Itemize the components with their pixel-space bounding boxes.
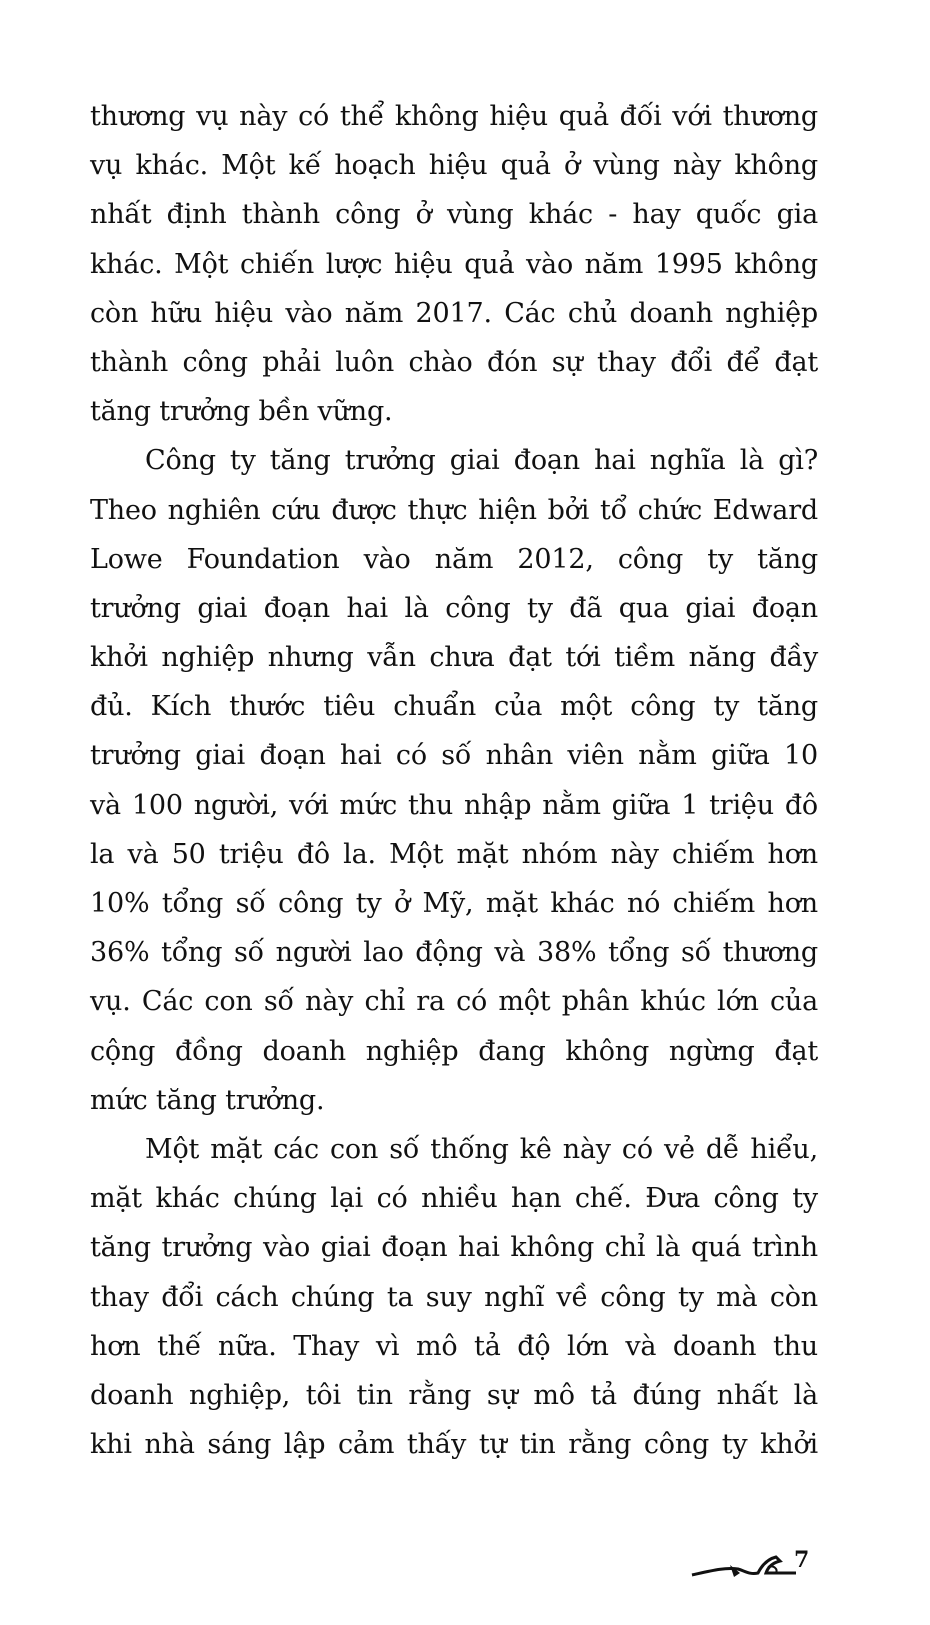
text-line: mặt khác chúng lại có nhiều hạn chế. Đưa công ty (90, 1183, 818, 1215)
text-line: khởi nghiệp nhưng vẫn chưa đạt tới tiềm năng đầy (90, 642, 818, 674)
text-line: còn hữu hiệu vào năm 2017. Các chủ doanh nghiệp (90, 297, 818, 329)
text-line: trưởng giai đoạn hai có số nhân viên nằm giữa 10 (90, 740, 818, 772)
text-line: khác. Một chiến lược hiệu quả vào năm 1995 không (90, 248, 818, 280)
page-footer (690, 1545, 820, 1595)
text-line: trưởng giai đoạn hai là công ty đã qua giai đoạn (90, 592, 818, 624)
text-line: thương vụ này có thể không hiệu quả đối với thương (90, 101, 818, 132)
text-line: Công ty tăng trưởng giai đoạn hai nghĩa là gì? (145, 445, 818, 477)
text-line: nhất định thành công ở vùng khác - hay quốc gia (90, 199, 818, 231)
text-line: cộng đồng doanh nghiệp đang không ngừng đạt (90, 1035, 818, 1067)
text-line: tăng trưởng vào giai đoạn hai không chỉ là quá trình (90, 1232, 818, 1264)
text-line: vụ khác. Một kế hoạch hiệu quả ở vùng này không (90, 150, 818, 182)
text-line: thay đổi cách chúng ta suy nghĩ về công ty mà còn (90, 1281, 818, 1313)
text-line: Theo nghiên cứu được thực hiện bởi tổ chức Edward (90, 494, 818, 526)
text-line: hơn thế nữa. Thay vì mô tả độ lớn và doanh thu (90, 1330, 818, 1362)
text-line: tăng trưởng bền vững. (90, 396, 393, 428)
text-line: la và 50 triệu đô la. Một mặt nhóm này chiếm hơn (90, 838, 818, 870)
text-line: đủ. Kích thước tiêu chuẩn của một công ty tăng (90, 691, 818, 723)
page-number: 7 (794, 1547, 810, 1573)
text-line: vụ. Các con số này chỉ ra có một phân khúc lớn của (90, 986, 818, 1018)
text-line: Lowe Foundation vào năm 2012, công ty tăng (90, 543, 818, 575)
text-line: và 100 người, với mức thu nhập nằm giữa 1 triệu đô (90, 789, 818, 821)
text-line: mức tăng trưởng. (90, 1084, 325, 1116)
page-body (90, 92, 818, 1469)
ornament-icon (690, 1545, 800, 1585)
text-line: doanh nghiệp, tôi tin rằng sự mô tả đúng nhất là (90, 1379, 818, 1411)
text-line: khi nhà sáng lập cảm thấy tự tin rằng công ty khởi (90, 1429, 818, 1461)
text-line: 10% tổng số công ty ở Mỹ, mặt khác nó chiếm hơn (90, 888, 818, 919)
text-line: Một mặt các con số thống kê này có vẻ dễ hiểu, (145, 1133, 818, 1165)
text-line: 36% tổng số người lao động và 38% tổng số thương (90, 937, 818, 969)
text-line: thành công phải luôn chào đón sự thay đổi để đạt (90, 346, 818, 378)
